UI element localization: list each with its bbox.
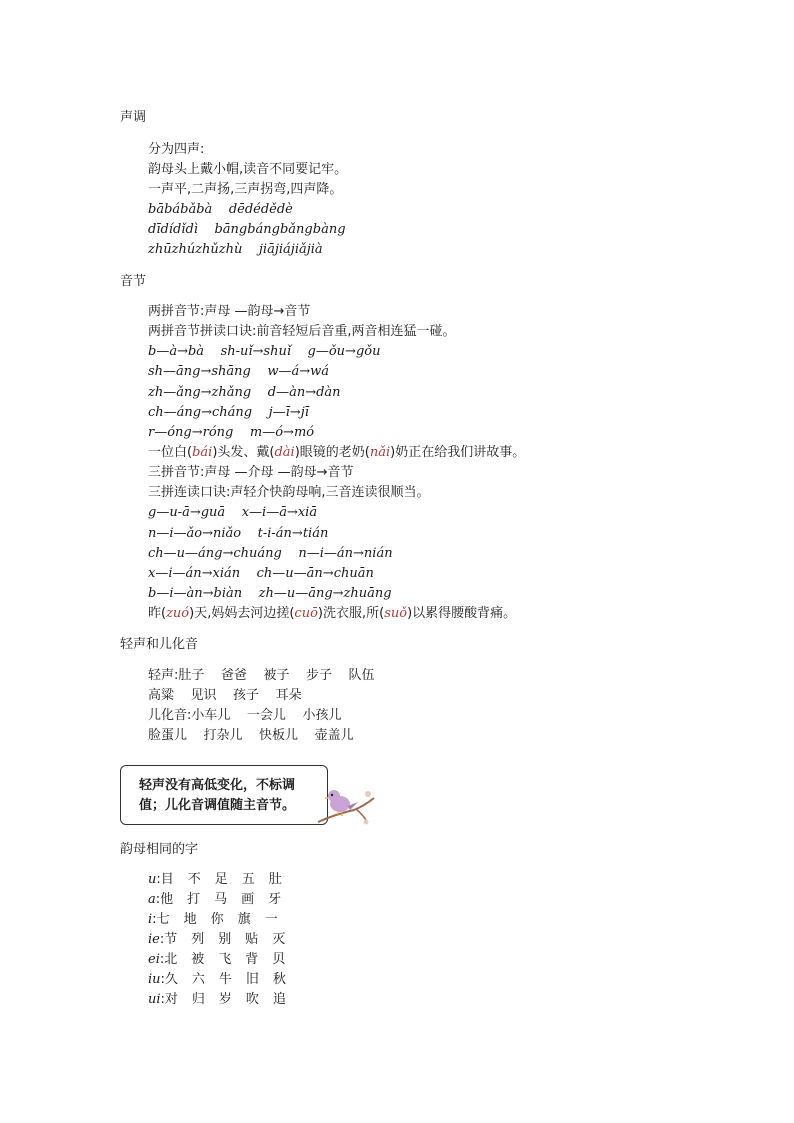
final-char: 他	[160, 892, 174, 907]
bird-on-branch-icon	[316, 780, 376, 830]
final-char: 吹	[245, 992, 259, 1007]
sentence-pinyin: dài	[274, 445, 295, 460]
final-char: 牙	[268, 892, 282, 907]
sentence-text: 昨(	[148, 606, 167, 621]
final-label: ui	[148, 992, 161, 1007]
sentence-text: )以累得腰酸背痛。	[407, 606, 517, 621]
final-char: 旗	[237, 912, 251, 927]
example-sentence-2	[148, 606, 516, 622]
final-char: 归	[191, 992, 205, 1007]
neutral-line: 脸蛋儿 打杂儿 快板儿 壶盖儿	[148, 728, 354, 743]
two-spell-example: sh—āng→shāng w—á→wá	[148, 364, 330, 379]
final-char: 灭	[272, 932, 286, 947]
final-char: 被	[191, 952, 205, 967]
sentence-text: )头发、戴(	[212, 445, 275, 460]
tone-line: 一声平,二声扬,三声拐弯,四声降。	[148, 182, 343, 197]
section-heading-tone: 声调	[120, 110, 147, 125]
neutral-line: 轻声:肚子 爸爸 被子 步子 队伍	[148, 668, 375, 683]
sentence-pinyin: suǒ	[384, 606, 408, 621]
section-heading-syllable: 音节	[120, 274, 147, 289]
three-spell-rhyme: 三拼连读口诀:声轻介快韵母响,三音连读很顺当。	[148, 485, 430, 500]
final-char: 节	[164, 932, 178, 947]
two-spell-example: b—à→bà sh-uǐ→shuǐ g—ǒu→gǒu	[148, 344, 381, 359]
final-char: 北	[164, 952, 178, 967]
final-row: ie:节 列 别 贴 灭	[148, 932, 299, 948]
final-char: 五	[241, 872, 255, 887]
sentence-pinyin: cuō	[294, 606, 318, 621]
final-char: 六	[191, 972, 205, 987]
final-row: iu:久 六 牛 旧 秋	[148, 972, 300, 988]
example-sentence-1	[148, 445, 525, 461]
final-char: 贴	[245, 932, 259, 947]
final-row: u:目 不 足 五 肚	[148, 872, 296, 888]
three-spell-example: ch—u—áng→chuáng n—i—án→nián	[148, 546, 393, 561]
final-char: 一	[264, 912, 278, 927]
three-spell-example: g—u-ā→guā x—i—ā→xiā	[148, 505, 318, 520]
final-char: 足	[214, 872, 228, 887]
three-spell-example: n—i—ǎo→niǎo t-i-án→tián	[148, 526, 329, 541]
sentence-pinyin: nǎi	[369, 445, 391, 460]
final-char: 肚	[268, 872, 282, 887]
final-char: 打	[187, 892, 201, 907]
sentence-pinyin: bái	[192, 445, 213, 460]
sentence-text: )奶正在给我们讲故事。	[390, 445, 526, 460]
final-label: i	[148, 912, 153, 927]
final-row: i:七 地 你 旗 一	[148, 912, 292, 928]
final-char: 旧	[245, 972, 259, 987]
final-label: ie	[148, 932, 160, 947]
two-spell-example: zh—ǎng→zhǎng d—àn→dàn	[148, 385, 341, 400]
sentence-text: )天,妈妈去河边搓(	[189, 606, 295, 621]
final-row: a:他 打 马 画 牙	[148, 892, 295, 908]
final-char: 目	[160, 872, 174, 887]
two-spell-rhyme: 两拼音节拼读口诀:前音轻短后音重,两音相连猛一碰。	[148, 324, 456, 339]
sentence-text: )眼镜的老奶(	[294, 445, 370, 460]
sentence-text: 一位白(	[148, 445, 193, 460]
tone-line: 韵母头上戴小帽,读音不同要记牢。	[148, 162, 348, 177]
neutral-line: 儿化音:小车儿 一会儿 小孩儿	[148, 708, 342, 723]
final-char: 马	[214, 892, 228, 907]
final-char: 背	[245, 952, 259, 967]
final-row: ui:对 归 岁 吹 追	[148, 992, 300, 1008]
section-heading-neutral: 轻声和儿化音	[120, 637, 199, 652]
final-char: 贝	[272, 952, 286, 967]
tone-line: 分为四声:	[148, 142, 205, 157]
final-char: 飞	[218, 952, 232, 967]
final-label: u	[148, 872, 157, 887]
final-char: 牛	[218, 972, 232, 987]
final-char: 追	[272, 992, 286, 1007]
section-heading-same-final: 韵母相同的字	[120, 842, 199, 857]
final-char: 你	[210, 912, 224, 927]
sentence-text: )洗衣服,所(	[317, 606, 385, 621]
two-spell-title: 两拼音节:声母 —韵母→音节	[148, 304, 311, 319]
final-label: iu	[148, 972, 161, 987]
tone-pinyin-line: zhūzhúzhǔzhù jiājiájiǎjià	[148, 242, 323, 257]
final-char: 画	[241, 892, 255, 907]
tone-pinyin-line: dīdídǐdì bāngbángbǎngbàng	[148, 222, 346, 237]
final-label: ei	[148, 952, 160, 967]
final-char: 对	[164, 992, 178, 1007]
final-char: 久	[164, 972, 178, 987]
final-char: 地	[183, 912, 197, 927]
final-char: 岁	[218, 992, 232, 1007]
neutral-line: 高粱 见识 孩子 耳朵	[148, 688, 302, 703]
two-spell-example: r—óng→róng m—ó→mó	[148, 425, 315, 440]
three-spell-example: x—i—án→xián ch—u—ān→chuān	[148, 566, 374, 581]
final-char: 别	[218, 932, 232, 947]
three-spell-example: b—i—àn→biàn zh—u—āng→zhuāng	[148, 586, 392, 601]
final-label: a	[148, 892, 156, 907]
final-char: 七	[156, 912, 170, 927]
final-char: 不	[187, 872, 201, 887]
final-row: ei:北 被 飞 背 贝	[148, 952, 299, 968]
tone-pinyin-line: bābábǎbà dēdédědè	[148, 202, 293, 217]
final-char: 列	[191, 932, 205, 947]
final-char: 秋	[272, 972, 286, 987]
three-spell-title: 三拼音节:声母 —介母 —韵母→音节	[148, 465, 354, 480]
two-spell-example: ch—áng→cháng j—ī→jī	[148, 405, 309, 420]
tip-note-box: 轻声没有高低变化，不标调值；儿化音调值随主音节。	[120, 765, 328, 825]
sentence-pinyin: zuó	[166, 606, 190, 621]
